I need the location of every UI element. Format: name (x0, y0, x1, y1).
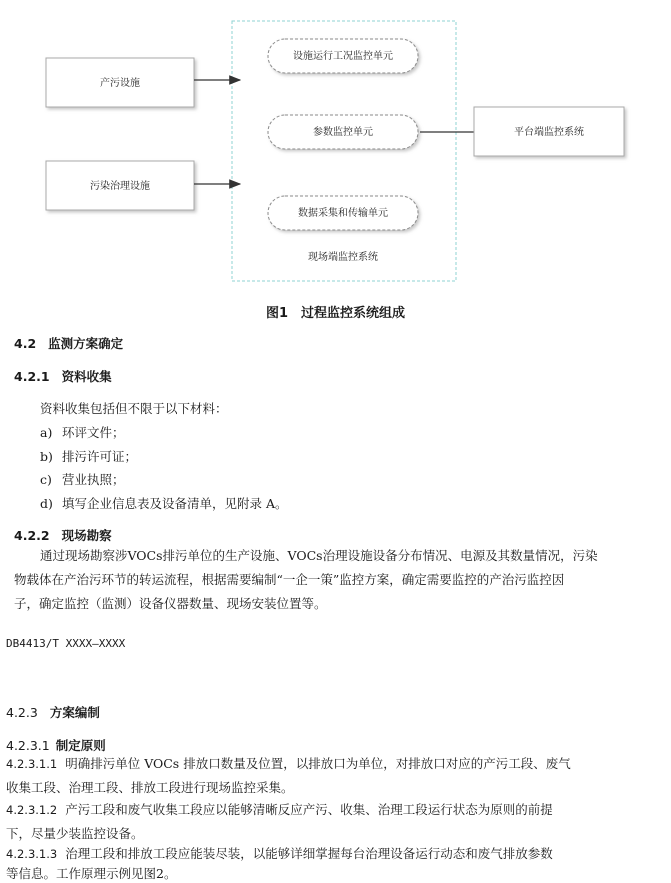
list-item-key: d) (40, 496, 53, 511)
list-item (40, 470, 125, 488)
section-number: 4.2.2 (14, 528, 50, 543)
clause-line-1: 明确排污单位 VOCs 排放口数量及位置，以排放口为单位，对排放口对应的产污工段、废气 (65, 756, 571, 771)
list-item-key: b) (40, 449, 53, 464)
clause-line-2: 下，尽量少装监控设备。 (6, 826, 144, 841)
survey-paragraph-line-1: 通过现场勘察涉VOCs排污单位的生产设施、VOCs治理设施设备分布情况、电源及其数量情况，污染 (40, 548, 598, 563)
figure-caption: 图1 过程监控系统组成 (265, 306, 406, 321)
left-box-treatment-label: 污染治理设施 (90, 181, 150, 192)
section-title: 制定原则 (55, 738, 106, 753)
section-title: 现场勘察 (61, 528, 112, 543)
section-heading-4-2-1 (14, 367, 112, 385)
section-number: 4.2.1 (14, 369, 50, 384)
list-item-text: 填写企业信息表及设备清单，见附录 A。 (62, 496, 288, 511)
clause-line-2: 收集工段、治理工段、排放工段进行现场监控采集。 (6, 780, 294, 795)
clause-number: 4.2.3.1.2 (6, 803, 58, 817)
unit-data-acquisition (268, 196, 418, 230)
process-monitoring-diagram (0, 0, 671, 295)
section-heading-4-2 (14, 334, 123, 352)
list-item-text: 营业执照； (62, 472, 125, 487)
unit-equipment-status-label: 设施运行工况监控单元 (293, 51, 393, 62)
list-item-text: 环评文件； (62, 425, 125, 440)
list-item (40, 494, 288, 512)
clause-line-2: 等信息。工作原理示例见图2。 (6, 866, 177, 881)
onsite-system-label: 现场端监控系统 (308, 252, 378, 263)
document-code: DB4413/T XXXX—XXXX (6, 637, 126, 650)
clause-number: 4.2.3.1.1 (6, 757, 58, 771)
clause-4-2-3-1-1 (6, 752, 661, 800)
clause-4-2-3-1-3 (6, 843, 661, 883)
clause-line-1: 治理工段和排放工段应能装尽装，以能够详细掌握每台治理设备运行动态和废气排放参数 (65, 846, 553, 861)
list-item-key: a) (40, 425, 53, 440)
clause-number: 4.2.3.1.3 (6, 847, 58, 861)
section-number: 4.2.3.1 (6, 738, 50, 753)
list-item (40, 423, 125, 441)
clause-line-1: 产污工段和废气收集工段应以能够清晰反应产污、收集、治理工段运行状态为原则的前提 (65, 802, 553, 817)
survey-paragraph-line-2: 物载体在产治污环节的转运流程，根据需要编制“一企一策”监控方案，确定需要监控的产治污监控因 (14, 572, 565, 587)
unit-parameter (268, 115, 418, 149)
unit-data-acquisition-label: 数据采集和传输单元 (298, 208, 388, 219)
left-box-treatment (46, 161, 194, 210)
section-heading-4-2-2 (14, 526, 112, 544)
section-number: 4.2 (14, 336, 37, 351)
clause-4-2-3-1-2 (6, 798, 661, 846)
list-item-text: 排污许可证； (62, 449, 138, 464)
section-title: 方案编制 (49, 705, 100, 720)
section-heading-4-2-3 (6, 703, 100, 721)
section-title: 监测方案确定 (48, 336, 124, 351)
unit-equipment-status (268, 39, 418, 73)
section-number: 4.2.3 (6, 705, 38, 720)
left-box-production-label: 产污设施 (100, 78, 140, 89)
unit-parameter-label: 参数监控单元 (313, 127, 373, 138)
right-box-platform (474, 107, 624, 156)
list-item-key: c) (40, 472, 52, 487)
right-box-platform-label: 平台端监控系统 (514, 127, 584, 138)
materials-intro: 资料收集包括但不限于以下材料： (40, 401, 228, 416)
list-item (40, 447, 137, 465)
section-title: 资料收集 (61, 369, 112, 384)
left-box-production (46, 58, 194, 107)
survey-paragraph-line-3: 子，确定监控（监测）设备仪器数量、现场安装位置等。 (14, 596, 327, 611)
